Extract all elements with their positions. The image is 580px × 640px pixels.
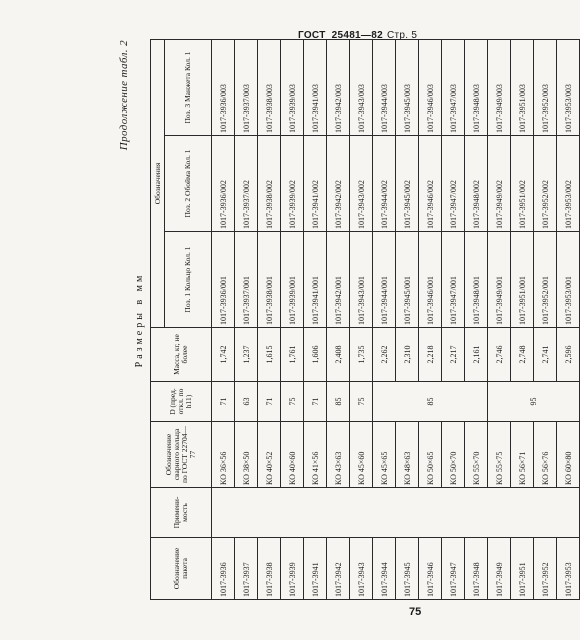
cell-pos3: 1017-3942/003 (327, 39, 350, 135)
cell-pos2: 1017-3951/002 (511, 136, 534, 232)
cell-pos1: 1017-3945/001 (396, 232, 419, 328)
cell-mass: 2,262 (373, 328, 396, 382)
cell-package: 1017-3945 (396, 538, 419, 600)
cell-ring: КО 56×71 (511, 422, 534, 488)
cell-mass: 2,596 (557, 328, 580, 382)
cell-mass: 1,761 (281, 328, 304, 382)
cell-ring: КО 41×56 (304, 422, 327, 488)
cell-package: 1017-3944 (373, 538, 396, 600)
cell-pos2: 1017-3936/002 (212, 136, 235, 232)
cell-pos3: 1017-3944/003 (373, 39, 396, 135)
col-header-pos2: Поз. 2 Обойма Кол. 1 (165, 136, 212, 232)
cell-pos2: 1017-3944/002 (373, 136, 396, 232)
col-header-mass: Масса, кг, не более (151, 328, 212, 382)
data-table (150, 39, 580, 600)
cell-pos2: 1017-3937/002 (235, 136, 258, 232)
cell-pos3: 1017-3946/003 (419, 39, 442, 135)
cell-diameter: 71 (258, 382, 281, 422)
continuation-title: Продолжение табл. 2 (118, 40, 130, 151)
cell-mass: 1,615 (258, 328, 281, 382)
cell-pos2: 1017-3943/002 (350, 136, 373, 232)
cell-pos2: 1017-3942/002 (327, 136, 350, 232)
cell-diameter: 63 (235, 382, 258, 422)
cell-pos2: 1017-3949/002 (488, 136, 511, 232)
cell-ring: КО 36×56 (212, 422, 235, 488)
cell-mass: 1,606 (304, 328, 327, 382)
cell-mass: 2,310 (396, 328, 419, 382)
col-header-diameter: D (пред. откл. по h11) (151, 382, 212, 422)
cell-mass: 2,408 (327, 328, 350, 382)
cell-diameter: 71 (304, 382, 327, 422)
cell-pos2: 1017-3947/002 (442, 136, 465, 232)
cell-pos1: 1017-3941/001 (304, 232, 327, 328)
cell-mass: 1,735 (350, 328, 373, 382)
rotated-table-page (118, 40, 573, 600)
col-header-ring: Обозначение сварного кольца по ГОСТ 22704—77 (151, 422, 212, 488)
cell-pos3: 1017-3948/003 (465, 39, 488, 135)
cell-package: 1017-3942 (327, 538, 350, 600)
sizes-caption: Размеры в мм (134, 272, 145, 368)
cell-pos1: 1017-3942/001 (327, 232, 350, 328)
cell-mass: 2,748 (511, 328, 534, 382)
cell-package: 1017-3953 (557, 538, 580, 600)
cell-ring: КО 56×76 (534, 422, 557, 488)
cell-diameter: 85 (327, 382, 350, 422)
cell-pos3: 1017-3937/003 (235, 39, 258, 135)
cell-pos3: 1017-3947/003 (442, 39, 465, 135)
cell-pos1: 1017-3937/001 (235, 232, 258, 328)
cell-pos3: 1017-3943/003 (350, 39, 373, 135)
cell-pos1: 1017-3939/001 (281, 232, 304, 328)
cell-ring: КО 50×65 (419, 422, 442, 488)
cell-pos2: 1017-3941/002 (304, 136, 327, 232)
cell-mass: 2,161 (465, 328, 488, 382)
header-page-label: Стр. 5 (386, 30, 418, 41)
col-header-applicability: Примени-мость (151, 488, 212, 538)
cell-pos1: 1017-3952/001 (534, 232, 557, 328)
cell-pos3: 1017-3941/003 (304, 39, 327, 135)
cell-diameter: 85 (373, 382, 488, 422)
cell-pos1: 1017-3944/001 (373, 232, 396, 328)
cell-pos3: 1017-3953/003 (557, 39, 580, 135)
cell-mass: 2,746 (488, 328, 511, 382)
cell-ring: КО 55×75 (488, 422, 511, 488)
cell-pos1: 1017-3943/001 (350, 232, 373, 328)
cell-mass: 2,741 (534, 328, 557, 382)
cell-mass: 2,217 (442, 328, 465, 382)
cell-pos2: 1017-3939/002 (281, 136, 304, 232)
cell-pos2: 1017-3953/002 (557, 136, 580, 232)
header-standard-number: 25481—82 (331, 30, 383, 41)
col-header-pos3: Поз. 3 Манжета Кол. 1 (165, 39, 212, 135)
cell-package: 1017-3939 (281, 538, 304, 600)
cell-pos2: 1017-3952/002 (534, 136, 557, 232)
cell-ring: КО 45×65 (373, 422, 396, 488)
cell-package: 1017-3941 (304, 538, 327, 600)
cell-pos3: 1017-3938/003 (258, 39, 281, 135)
cell-mass: 1,742 (212, 328, 235, 382)
cell-diameter: 75 (281, 382, 304, 422)
cell-pos1: 1017-3948/001 (465, 232, 488, 328)
cell-pos3: 1017-3951/003 (511, 39, 534, 135)
cell-package: 1017-3936 (212, 538, 235, 600)
cell-pos3: 1017-3939/003 (281, 39, 304, 135)
cell-pos1: 1017-3947/001 (442, 232, 465, 328)
cell-mass: 1,237 (235, 328, 258, 382)
cell-pos3: 1017-3945/003 (396, 39, 419, 135)
cell-pos1: 1017-3949/001 (488, 232, 511, 328)
cell-package: 1017-3949 (488, 538, 511, 600)
cell-ring: КО 38×50 (235, 422, 258, 488)
cell-pos1: 1017-3951/001 (511, 232, 534, 328)
cell-pos1: 1017-3946/001 (419, 232, 442, 328)
col-header-package: Обозначение пакета (151, 538, 212, 600)
cell-pos1: 1017-3938/001 (258, 232, 281, 328)
cell-ring: КО 40×52 (258, 422, 281, 488)
cell-pos2: 1017-3946/002 (419, 136, 442, 232)
cell-diameter: 95 (488, 382, 580, 422)
cell-pos1: 1017-3953/001 (557, 232, 580, 328)
cell-applicability (212, 488, 580, 538)
col-header-pos1: Поз. 1 Кольцо Кол. 1 (165, 232, 212, 328)
cell-package: 1017-3938 (258, 538, 281, 600)
col-header-designations: Обозначения (151, 39, 165, 327)
cell-package: 1017-3937 (235, 538, 258, 600)
cell-package: 1017-3948 (465, 538, 488, 600)
cell-pos3: 1017-3949/003 (488, 39, 511, 135)
cell-pos2: 1017-3948/002 (465, 136, 488, 232)
cell-ring: КО 50×70 (442, 422, 465, 488)
cell-ring: КО 48×63 (396, 422, 419, 488)
header-gost: ГОСТ (298, 30, 326, 41)
cell-diameter: 75 (350, 382, 373, 422)
cell-package: 1017-3952 (534, 538, 557, 600)
cell-package: 1017-3947 (442, 538, 465, 600)
cell-pos2: 1017-3945/002 (396, 136, 419, 232)
cell-pos3: 1017-3936/003 (212, 39, 235, 135)
cell-ring: КО 45×60 (350, 422, 373, 488)
cell-package: 1017-3943 (350, 538, 373, 600)
cell-ring: КО 55×70 (465, 422, 488, 488)
cell-pos2: 1017-3938/002 (258, 136, 281, 232)
page-number: 75 (409, 606, 422, 618)
cell-ring: КО 43×63 (327, 422, 350, 488)
cell-package: 1017-3951 (511, 538, 534, 600)
cell-ring: КО 40×60 (281, 422, 304, 488)
cell-ring: КО 60×80 (557, 422, 580, 488)
cell-pos3: 1017-3952/003 (534, 39, 557, 135)
cell-package: 1017-3946 (419, 538, 442, 600)
table-row (212, 39, 235, 599)
cell-pos1: 1017-3936/001 (212, 232, 235, 328)
cell-diameter: 71 (212, 382, 235, 422)
cell-mass: 2,218 (419, 328, 442, 382)
